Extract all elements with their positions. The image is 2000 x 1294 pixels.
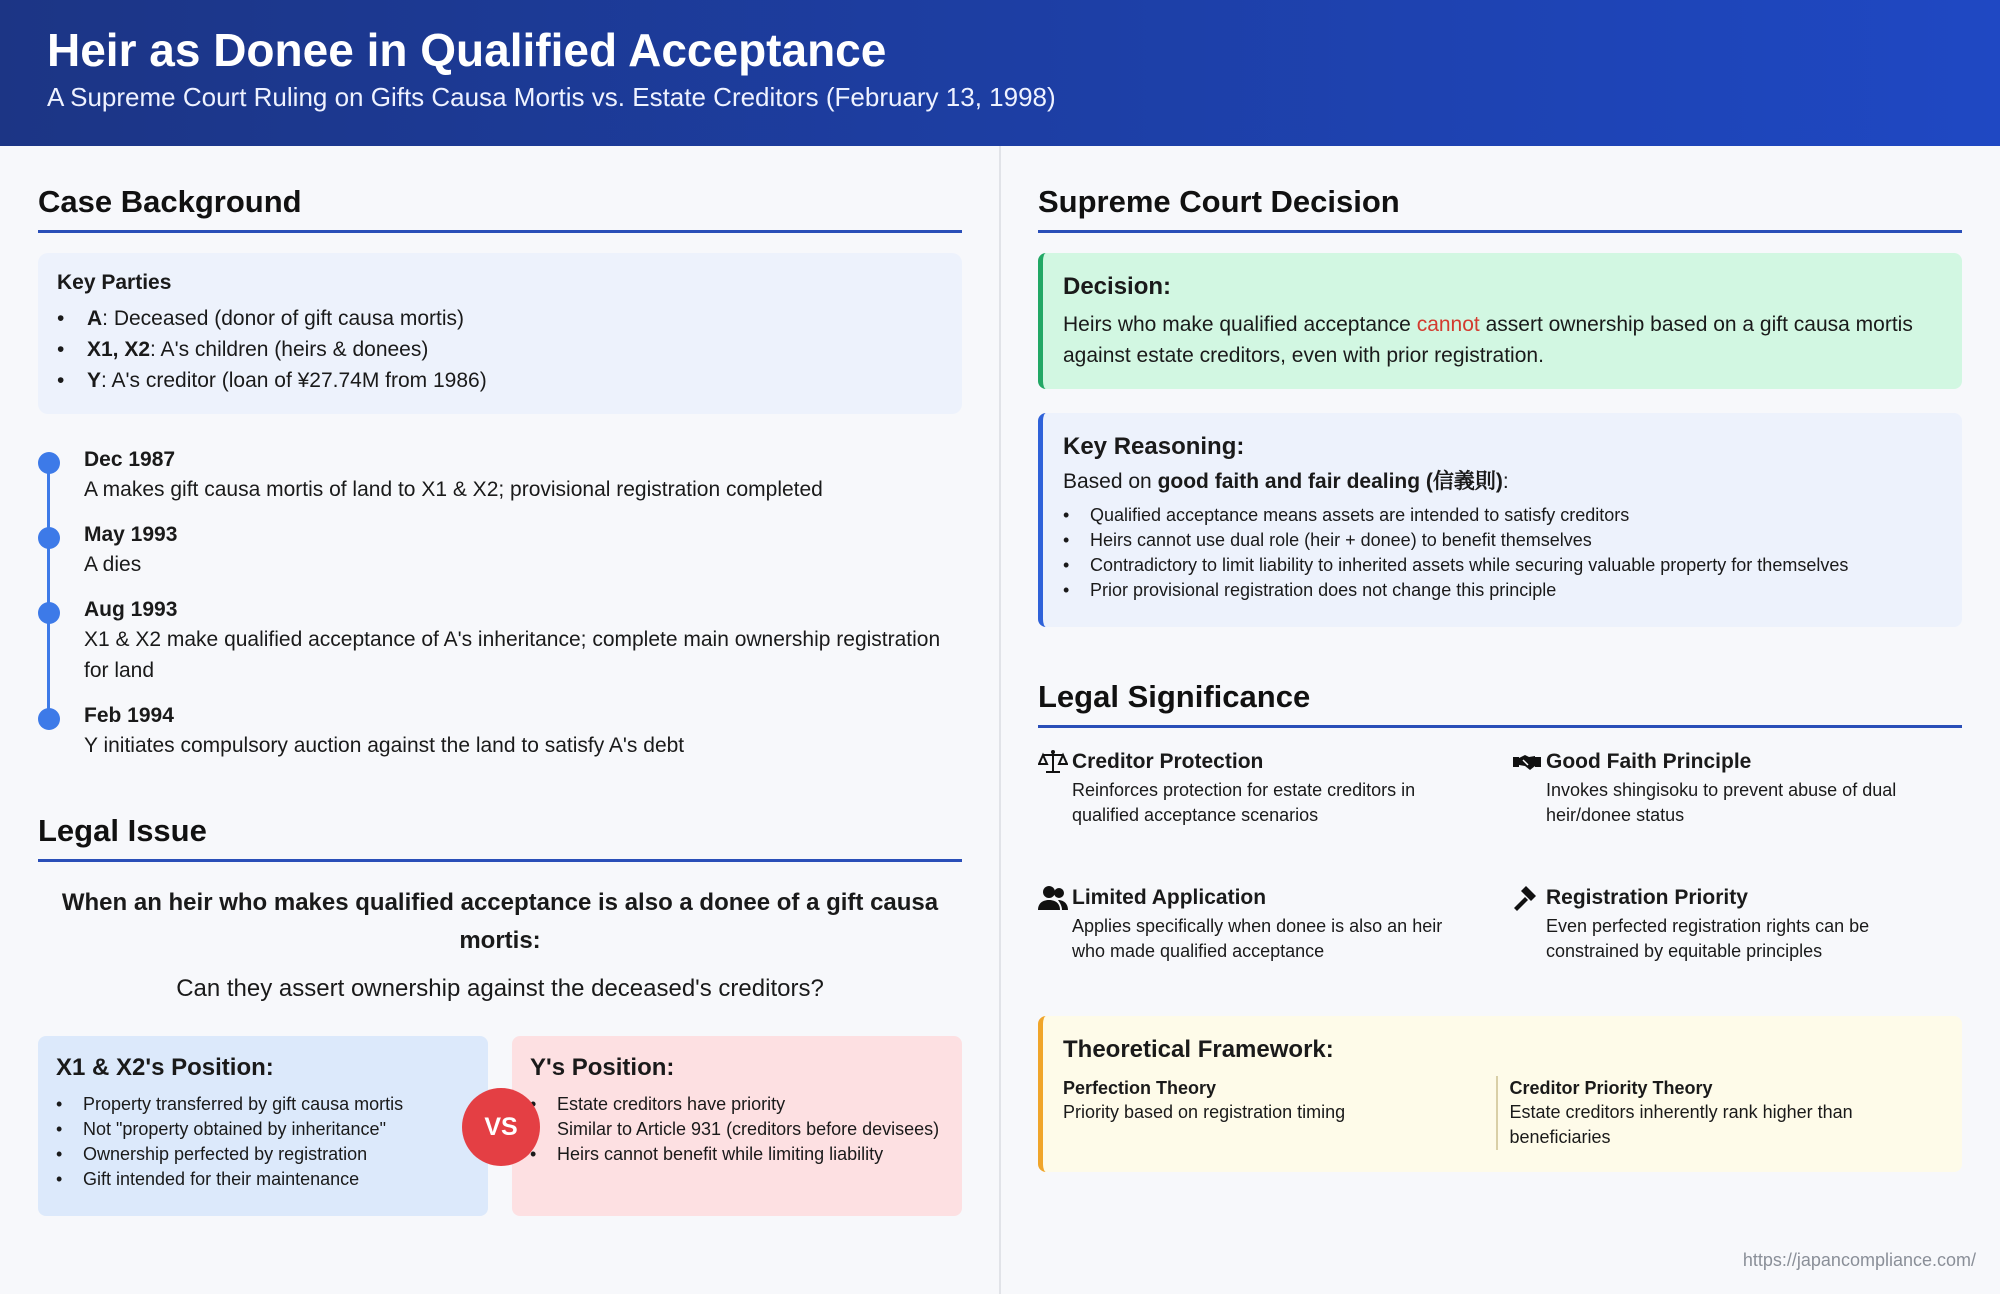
case-timeline: [38, 446, 962, 761]
significance-item: [1512, 884, 1952, 964]
timeline-item: [84, 521, 962, 580]
legal-issue-title: Legal Issue: [38, 813, 962, 862]
legal-significance-title: Legal Significance: [1038, 679, 1962, 728]
vs-badge: VS: [462, 1088, 540, 1166]
party-item: • A: Deceased (donor of gift causa mortis): [57, 303, 943, 334]
page-header: [0, 0, 2000, 146]
decision-text: Heirs who make qualified acceptance cannot assert ownership based on a gift causa mortis against estate creditors, even with prior registration.: [1063, 313, 1913, 367]
positions-comparison: [38, 1036, 962, 1216]
framework-column-title: Perfection Theory: [1063, 1078, 1217, 1098]
source-url[interactable]: https://japancompliance.com/: [1742, 1250, 1976, 1270]
timeline-desc: Y initiates compulsory auction against the land to satisfy A's debt: [84, 734, 685, 757]
creditor-position-box: [512, 1036, 962, 1216]
legal-issue-section: [38, 813, 962, 1216]
reasoning-point: • Prior provisional registration does not change this principle: [1063, 578, 1942, 603]
position-point: • Estate creditors have priority: [530, 1092, 944, 1117]
reasoning-point: • Heirs cannot use dual role (heir + donee) to benefit themselves: [1063, 528, 1942, 553]
timeline-desc: A makes gift causa mortis of land to X1 & X2; provisional registration completed: [84, 478, 823, 501]
page-subtitle: A Supreme Court Ruling on Gifts Causa Mortis vs. Estate Creditors (February 13, 1998): [47, 82, 1056, 112]
column-divider: [999, 146, 1001, 1294]
timeline-date: Feb 1994: [84, 704, 174, 727]
gavel-icon: [1512, 884, 1546, 912]
position-point: • Property transferred by gift causa mortis: [56, 1092, 470, 1117]
timeline-dot: [38, 527, 60, 549]
significance-title: Good Faith Principle: [1546, 750, 1752, 773]
party-item: • X1, X2: A's children (heirs & donees): [57, 334, 943, 365]
scale-icon: [1038, 748, 1072, 776]
framework-column-title: Creditor Priority Theory: [1509, 1078, 1713, 1098]
framework-column-text: Estate creditors inherently rank higher than beneficiaries: [1509, 1102, 1853, 1147]
heirs-position-list: [56, 1092, 470, 1192]
position-point: • Gift intended for their maintenance: [56, 1167, 470, 1192]
decision-highlight: cannot: [1416, 313, 1480, 336]
key-parties-box: [38, 253, 962, 414]
issue-sub-question: Can they assert ownership against the deceased's creditors?: [176, 975, 824, 1002]
page-title: Heir as Donee in Qualified Acceptance: [47, 24, 887, 76]
significance-title: Creditor Protection: [1072, 750, 1264, 773]
timeline-date: Dec 1987: [84, 448, 176, 471]
position-point: • Heirs cannot benefit while limiting liability: [530, 1142, 944, 1167]
significance-desc: Invokes shingisoku to prevent abuse of dual heir/donee status: [1546, 780, 1897, 825]
case-background-title: Case Background: [38, 184, 962, 233]
timeline-date: Aug 1993: [84, 598, 178, 621]
position-point: • Similar to Article 931 (creditors before devisees): [530, 1117, 944, 1142]
significance-item: [1038, 884, 1478, 964]
parties-list: [57, 303, 943, 396]
significance-desc: Reinforces protection for estate creditors in qualified acceptance scenarios: [1072, 780, 1416, 825]
decision-box: [1038, 253, 1962, 389]
timeline-dot: [38, 452, 60, 474]
right-column: [1038, 146, 1962, 1172]
framework-column: [1496, 1076, 1943, 1150]
handshake-icon: [1512, 748, 1546, 776]
significance-grid: [1038, 748, 1962, 988]
framework-label: Theoretical Framework:: [1063, 1036, 1334, 1063]
position-point: • Not "property obtained by inheritance": [56, 1117, 470, 1142]
timeline-dot: [38, 708, 60, 730]
reasoning-point: • Qualified acceptance means assets are intended to satisfy creditors: [1063, 503, 1942, 528]
significance-desc: Even perfected registration rights can be constrained by equitable principles: [1546, 916, 1870, 961]
timeline-item: [84, 596, 962, 686]
reasoning-label: Key Reasoning:: [1063, 433, 1245, 460]
decision-section-title: Supreme Court Decision: [1038, 184, 1962, 233]
heirs-position-box: [38, 1036, 488, 1216]
theoretical-framework-box: [1038, 1016, 1962, 1172]
heirs-position-title: X1 & X2's Position:: [56, 1054, 274, 1081]
timeline-desc: A dies: [84, 553, 142, 576]
users-icon: [1038, 884, 1072, 912]
decision-label: Decision:: [1063, 273, 1172, 300]
key-parties-label: Key Parties: [57, 271, 172, 294]
timeline-line: [47, 460, 50, 726]
timeline-item: [84, 446, 962, 505]
significance-item: [1038, 748, 1478, 828]
significance-title: Registration Priority: [1546, 886, 1748, 909]
significance-title: Limited Application: [1072, 886, 1267, 909]
timeline-date: May 1993: [84, 523, 178, 546]
timeline-item: [84, 702, 962, 761]
reasoning-intro: Based on good faith and fair dealing (信義則):: [1063, 470, 1509, 493]
framework-column-text: Priority based on registration timing: [1063, 1102, 1346, 1122]
framework-column: [1063, 1076, 1496, 1150]
party-item: • Y: A's creditor (loan of ¥27.74M from 1986): [57, 365, 943, 396]
legal-significance-section: [1038, 679, 1962, 988]
timeline-desc: X1 & X2 make qualified acceptance of A's inheritance; complete main ownership registration for land: [84, 628, 941, 682]
reasoning-box: [1038, 413, 1962, 627]
creditor-position-list: [530, 1092, 944, 1167]
reasoning-list: [1063, 503, 1942, 603]
framework-columns: [1063, 1076, 1942, 1150]
significance-desc: Applies specifically when donee is also an heir who made qualified acceptance: [1072, 916, 1443, 961]
timeline-dot: [38, 602, 60, 624]
significance-item: [1512, 748, 1952, 828]
reasoning-point: • Contradictory to limit liability to inherited assets while securing valuable property for themselves: [1063, 553, 1942, 578]
left-column: [38, 146, 962, 1216]
issue-question: When an heir who makes qualified acceptance is also a donee of a gift causa mortis:: [61, 889, 939, 954]
creditor-position-title: Y's Position:: [530, 1054, 675, 1081]
position-point: • Ownership perfected by registration: [56, 1142, 470, 1167]
